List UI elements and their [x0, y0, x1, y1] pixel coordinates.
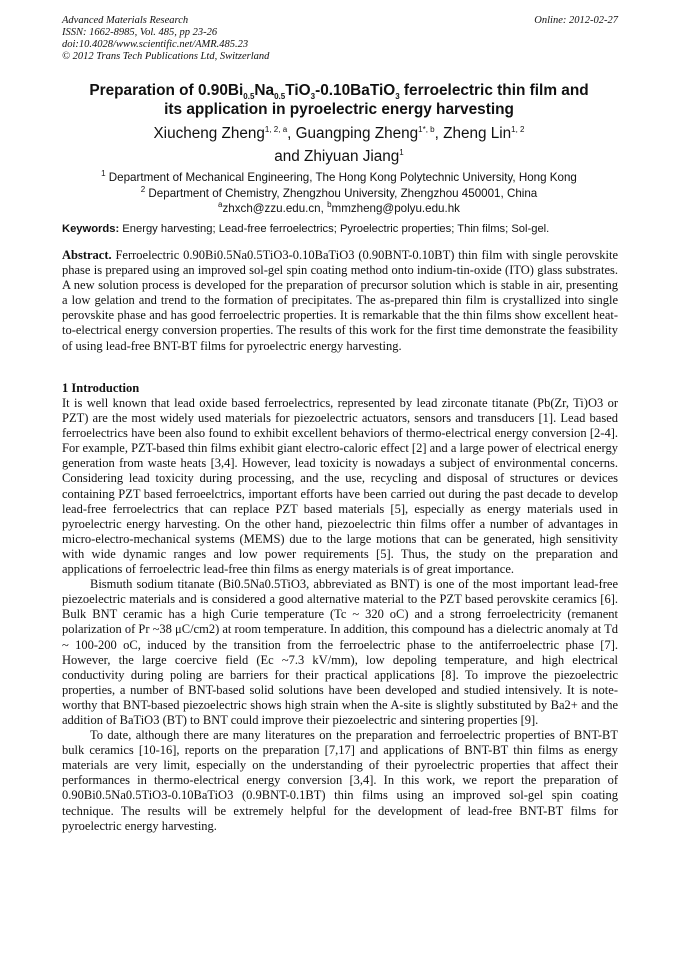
paragraph-1: It is well known that lead oxide based ferroelectrics, represented by lead zirconate titanate (Pb(Zr, Ti)O3 or PZT) are the most widely used materials for piezoelectric actuators, sensors and transducers [1]. Lead based ferroelectrics have been also found to exhibit excellent behaviors of thermo-electrical energy conversion [2-4]. For example, PZT-based thin films exhibit giant electro-caloric effect [2] and a large power of electrical energy generation from waste heats [3,4]. However, lead toxicity is nowadays a subject of environmental concerns. Considering lead toxicity during processing, and the use, recycling and disposal of structures or devices containing PZT based ferroeelctrics, important efforts have been carried out during the past decade to develop lead-free ferroelectrics that can replace PZT based materials [5], especially as energy materials used in pyroelectric energy harvesting. On the other hand, piezoelectric thin films offer a number of advantages in micro-electro-mechanical systems (MEMS) due to the large motions that can be generated, high sensitivity with wide dynamic ranges and low power requirements [5]. Thus, the study on the preparation and applications of ferroelectric lead-free thin films as energy materials is of great importance.	[62, 396, 618, 577]
abstract-text: Ferroelectric 0.90Bi0.5Na0.5TiO3-0.10BaTiO3 (0.90BNT-0.10BT) thin film with single perovskite phase is prepared using an improved sol-gel spin coating method onto indium-tin-oxide (ITO) glass substrates. A new solution process is developed for the preparation of precursor solution which is stable in air, presenting a low gelation and trend to the formation of precipitates. The as-prepared thin film is crystallized into single perovskite phase and has good ferroelectric properties. It is remarkable that the thin films show excellent heat-to-electrical energy conversion properties. The results of this work for the first time demonstrate the feasibility of using lead-free BNT-BT films for pyroelectric energy harvesting.	[62, 248, 618, 353]
keywords	[62, 222, 618, 236]
copyright-line: © 2012 Trans Tech Publications Ltd, Switzerland	[62, 51, 270, 62]
abstract	[62, 248, 618, 354]
authors-line-1: Xiucheng Zheng$^{1, 2, a}$, Guangping Zheng$^{1*, b}$, Zheng Lin$^{1, 2}$	[153, 124, 525, 142]
issn-line: ISSN: 1662-8985, Vol. 485, pp 23-26	[62, 27, 218, 38]
paper-title	[62, 81, 616, 119]
affiliation-1: $^1$ Department of Mechanical Engineering, The Hong Kong Polytechnic University, Hong Kong	[101, 169, 577, 184]
section-heading: 1 Introduction	[62, 381, 140, 395]
journal-name: Advanced Materials Research	[62, 15, 189, 26]
title-line-1: Preparation of $0.90Bi_{0.5}Na_{0.5}TiO_3-0.10BaTiO_3$ ferroelectric thin film and	[89, 82, 589, 102]
affiliations	[62, 170, 616, 217]
authors-line-2: and Zhiyuan Jiang$^1$	[274, 147, 404, 165]
introduction-body	[62, 396, 618, 834]
paragraph-3: To date, although there are many literatures on the preparation and ferroelectric properties of BNT-BT bulk ceramics [10-16], reports on the preparation [7,17] and applications of BNT-BT thin films as energy materials are very limit, especially on the understanding of their pyroelectric properties that affect their performances in thermo-electrical energy conversion [3,4]. In this work, we report the preparation of 0.90Bi0.5Na0.5TiO3-0.10BaTiO3 (0.9BNT-0.1BT) thin films using an improved sol-gel spin coating technique. The results will be extremely helpful for the development of lead-free BNT-BT films for pyroelectric energy harvesting.	[62, 728, 618, 833]
author-list	[62, 122, 616, 168]
doi-line: doi:10.4028/www.scientific.net/AMR.485.23	[62, 39, 249, 50]
abstract-label: Abstract.	[62, 248, 112, 262]
online-date: Online: 2012-02-27	[534, 15, 618, 26]
keywords-text: Energy harvesting; Lead-free ferroelectrics; Pyroelectric properties; Thin films; Sol-gel.	[119, 223, 550, 235]
keywords-label: Keywords:	[62, 223, 120, 235]
paragraph-2: Bismuth sodium titanate (Bi0.5Na0.5TiO3, abbreviated as BNT) is one of the most important lead-free piezoelectric materials and is considered a good alternative material to the PZT based perovskite ceramics [6]. Bulk BNT ceramic has a high Curie temperature (Tc ~ 320 oC) and a strong ferroelectricity (remanent polarization of Pr ~38 μC/cm2) at room temperature. In addition, this compound has a dielectric anomaly at Td ~ 100-200 oC, induced by the transition from the ferroelectric phase to the antiferroelectric phase [7]. However, the large coercive field (Ec ~7.3 kV/mm), low depoling temperature, and high electrical conductivity during poling are barriers for their practical applications [8]. To improve the piezoelectric properties, a number of BNT-based solid solutions have been developed and studied intensively. It is note-worthy that BNT-based piezoelectric shows high strain when the A-site is slightly substituted by Ba2+ and the addition of BaTiO3 (BT) to BNT could improve their piezoelectric and sintering properties [9].	[62, 577, 618, 727]
title-line-2: its application in pyroelectric energy harvesting	[164, 101, 514, 118]
journal-header	[62, 15, 618, 63]
affiliation-2: $^2$ Department of Chemistry, Zhengzhou University, Zhengzhou 450001, China	[140, 184, 538, 200]
email-line: $^a$zhxch@zzu.edu.cn, $^b$mmzheng@polyu.edu.hk	[218, 200, 460, 216]
